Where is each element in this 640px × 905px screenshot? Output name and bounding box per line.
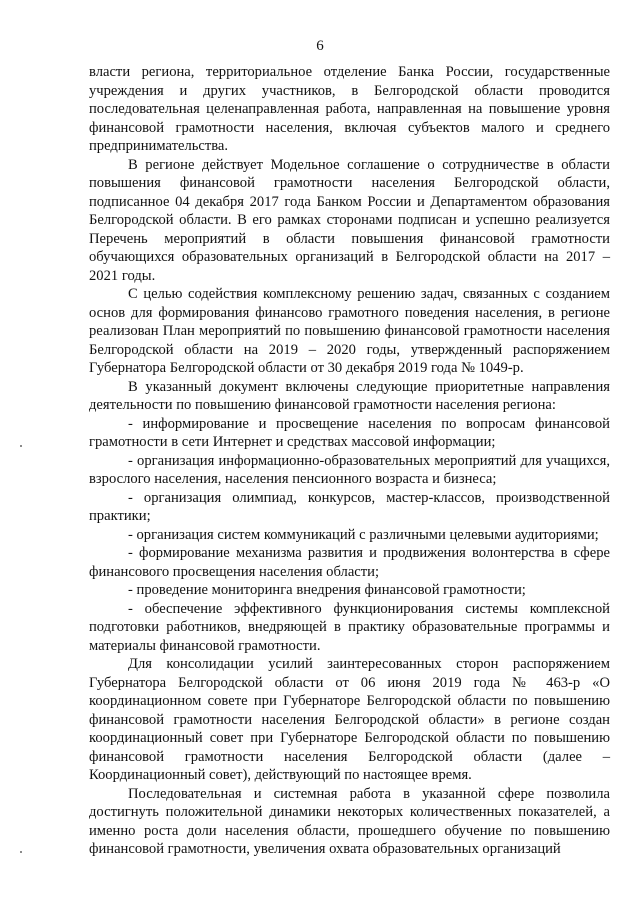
list-item: - организация олимпиад, конкурсов, мастер-классов, производственной практики; [89, 489, 610, 524]
list-item: - организация систем коммуникаций с различными целевыми аудиториями; [128, 526, 599, 543]
list-item: - обеспечение эффективного функционирования системы комплексной подготовки работников, внедряющей в практику образовательные программы и материалы финансовой грамотности. [89, 600, 610, 654]
paragraph: В указанный документ включены следующие приоритетные направления деятельности по повышению финансовой грамотности населения региона: [89, 378, 610, 413]
list-item: - проведение мониторинга внедрения финансовой грамотности; [128, 582, 526, 598]
paragraph: власти региона, территориальное отделение Банка России, государственные учреждения и других участников, в Белгородской области проводится последовательная целенаправленная работа, направленная на повышение уровня финансовой грамотности населения, включая субъектов малого и среднего предпринимательства. [89, 64, 610, 154]
list-item: - информирование и просвещение населения по вопросам финансовой грамотности в сети Интернет и средствах массовой информации; [89, 415, 610, 450]
paragraph: В регионе действует Модельное соглашение о сотрудничестве в области повышения финансовой грамотности населения Белгородской области, подписанное 04 декабря 2017 года Банком России и Департаментом образования Белгородской области. В его рамках сторонами подписан и успешно реализуется Перечень мероприятий в области повышения финансовой грамотности обучающихся образовательных организаций в Белгородской области на 2017 – 2021 годы. [89, 156, 610, 284]
paragraph: Для консолидации усилий заинтересованных сторон распоряжением Губернатора Белгородской области от 06 июня 2019 года № 463-р «О координационном совете при Губернаторе Белгородской области по повышению финансовой грамотности населения Белгородской области» в регионе создан координационный совет при Губернаторе Белгородской области по повышению финансовой грамотности населения Белгородской области (далее – Координационный совет), действующий по настоящее время. [89, 656, 610, 783]
paragraph: Последовательная и системная работа в указанной сфере позволила достигнуть положительной динамики некоторых количественных показателей, а именно роста доли населения области, прошедшего обучение по повышению финансовой грамотности, увеличения охвата образовательных организаций [89, 785, 610, 857]
scan-speck [20, 445, 22, 447]
list-item: - организация информационно-образовательных мероприятий для учащихся, взрослого населения, населения пенсионного возраста и бизнеса; [89, 452, 610, 487]
page-number: 6 [316, 38, 324, 54]
list-item: - формирование механизма развития и продвижения волонтерства в сфере финансового просвещения населения области; [89, 545, 610, 580]
paragraph: С целью содействия комплексному решению задач, связанных с созданием основ для формирования финансово грамотного поведения населения, в регионе реализован План мероприятий по повышению финансовой грамотности населения Белгородской области на 2019 – 2020 годы, утвержденный распоряжением Губернатора Белгородской области от 30 декабря 2019 года № 1049-р. [89, 286, 610, 376]
scan-speck [20, 851, 22, 853]
body-text [89, 63, 610, 859]
